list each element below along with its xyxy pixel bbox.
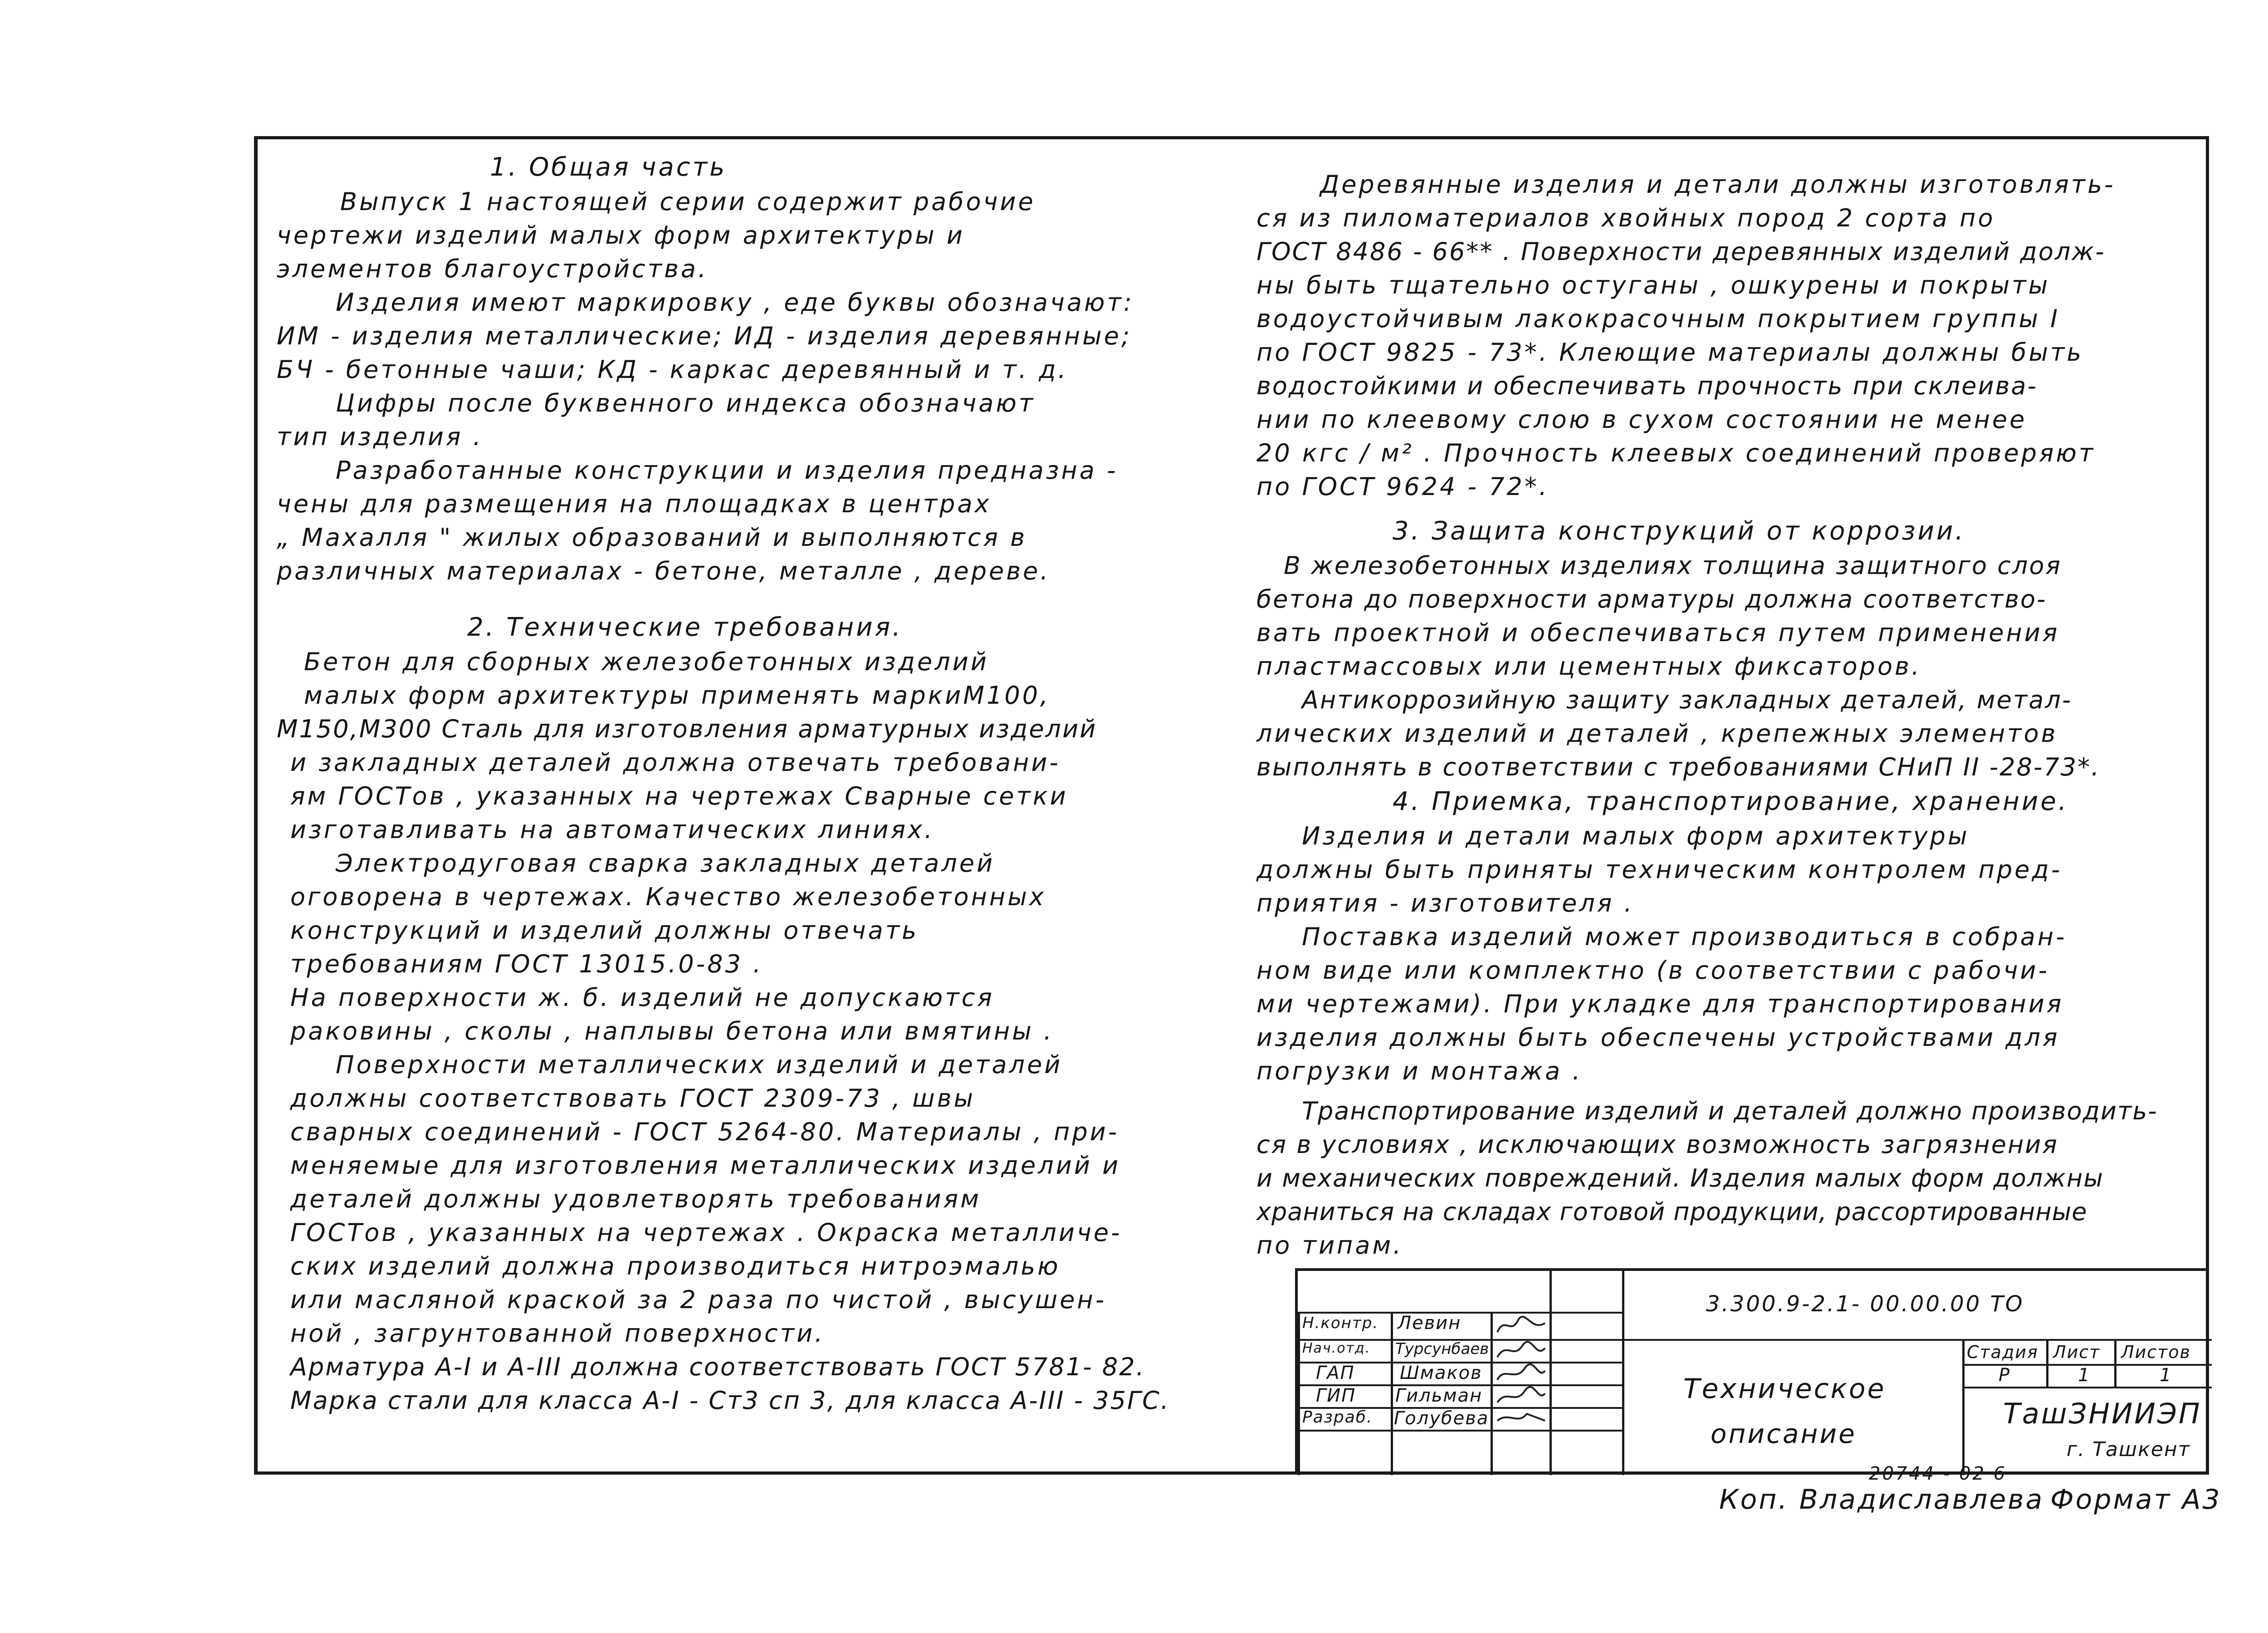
grid-line <box>2114 1339 2116 1387</box>
text-line: ся в условиях , исключающих возможность загрязнения <box>1256 1130 2058 1159</box>
text-line: ной , загрунтованной поверхности. <box>290 1319 825 1348</box>
sheet-label: Лист <box>2053 1342 2101 1362</box>
text-line: Антикоррозийную защиту закладных деталей, метал- <box>1302 686 2072 714</box>
text-line: М150,М300 Сталь для изготовления арматурных изделий <box>277 715 1097 743</box>
text-line: Бетон для сборных железобетонных изделий <box>304 647 989 676</box>
left-column <box>277 150 1247 1417</box>
text-line: по типам. <box>1256 1231 1403 1260</box>
section4-heading: 4. Приемка, транспортирование, хранение. <box>1393 787 2069 816</box>
text-line: Транспортирование изделий и деталей должно производить- <box>1302 1097 2158 1125</box>
stage-label: Стадия <box>1967 1342 2038 1362</box>
text-line: по ГОСТ 9825 - 73*. Клеющие материалы должны быть <box>1256 338 2084 367</box>
text-line: ГОСТ 8486 - 66** . Поверхности деревянных изделий долж- <box>1256 237 2106 266</box>
text-line: оговорена в чертежах. Качество железобетонных <box>290 883 1046 911</box>
text-line: Поверхности металлических изделий и деталей <box>336 1050 1063 1079</box>
organization-name: ТашЗНИИЭП <box>2003 1397 2202 1430</box>
section1-body <box>277 185 1247 588</box>
document-title-line2: описание <box>1711 1418 1857 1449</box>
text-line: ми чертежами). При укладке для транспортирования <box>1256 990 2064 1018</box>
grid-line <box>1298 1430 1622 1432</box>
person-name: Шмаков <box>1400 1363 1482 1383</box>
role-label: Разраб. <box>1302 1408 1373 1427</box>
text-line: ям ГОСТов , указанных на чертежах Сварные сетки <box>290 782 1068 810</box>
section1-heading: 1. Общая часть <box>490 152 727 182</box>
role-label: ГАП <box>1316 1363 1355 1383</box>
sheets-label: Листов <box>2121 1342 2191 1362</box>
text-line: Деревянные изделия и детали должны изготовлять- <box>1320 170 2116 199</box>
text-line: по ГОСТ 9624 - 72*. <box>1256 472 1549 501</box>
text-line: Цифры после буквенного индекса обозначают <box>336 389 1036 417</box>
text-line: раковины , сколы , наплывы бетона или вмятины . <box>290 1017 1054 1045</box>
grid-line <box>1391 1312 1393 1475</box>
grid-line <box>1622 1339 2212 1341</box>
text-line: БЧ - бетонные чаши; КД - каркас деревянный и т. д. <box>277 355 1068 384</box>
text-line: 20 кгс / м² . Прочность клеевых соединений проверяют <box>1256 439 2096 467</box>
text-line: приятия - изготовителя . <box>1256 889 1634 917</box>
sheet-value: 1 <box>2078 1365 2091 1386</box>
text-line: малых форм архитектуры применять маркиМ100, <box>304 681 1051 710</box>
text-line: ном виде или комплектно (в соответствии с рабочи- <box>1256 956 2049 985</box>
text-line: бетона до поверхности арматуры должна соответство- <box>1256 585 2047 613</box>
text-line: сварных соединений - ГОСТ 5264-80. Материалы , при- <box>290 1118 1119 1146</box>
title-block <box>1295 1268 2209 1475</box>
role-label: Н.контр. <box>1302 1314 1379 1332</box>
text-line: пластмассовых или цементных фиксаторов. <box>1256 652 1921 681</box>
text-line: и закладных деталей должна отвечать требовани- <box>290 748 1061 777</box>
text-line: должны быть приняты техническим контролем пред- <box>1256 855 2063 884</box>
text-line: Марка стали для класса A-I - Ст3 сп 3, для класса A-III - 35ГС. <box>290 1386 1170 1415</box>
text-line: элементов благоустройства. <box>277 255 709 283</box>
text-line: вать проектной и обеспечиваться путем применения <box>1256 618 2060 647</box>
text-line: чены для размещения на площадках в центрах <box>277 490 992 518</box>
text-line: ГОСТов , указанных на чертежах . Окраска металличе- <box>290 1218 1122 1247</box>
text-line: водостойкими и обеспечивать прочность при склеива- <box>1256 372 2038 400</box>
text-line: нии по клеевому слою в сухом состоянии не менее <box>1256 405 2027 434</box>
signatures-graphic <box>1495 1314 1547 1427</box>
copied-by: Коп. Владиславлева <box>1719 1484 2044 1515</box>
text-line: различных материалах - бетоне, металле , дереве. <box>277 557 1051 585</box>
sheet-format: Формат А3 <box>2050 1484 2222 1515</box>
text-line: Выпуск 1 настоящей серии содержит рабочие <box>340 187 1036 216</box>
person-name: Турсунбаев <box>1395 1340 1489 1358</box>
grid-line <box>1962 1387 2212 1388</box>
document-code: 3.300.9-2.1- 00.00.00 ТО <box>1706 1291 2024 1317</box>
text-line: и механических повреждений. Изделия малых форм должны <box>1256 1164 2104 1192</box>
section2-heading: 2. Технические требования. <box>467 613 903 642</box>
stage-value: Р <box>1999 1365 2011 1386</box>
text-line: требованиям ГОСТ 13015.0-83 . <box>290 950 763 978</box>
right-column <box>1256 168 2204 1262</box>
text-line: ны быть тщательно остуганы , ошкурены и покрыты <box>1256 271 2050 299</box>
text-line: В железобетонных изделиях толщина защитного слоя <box>1284 551 2062 580</box>
sheets-value: 1 <box>2160 1365 2172 1386</box>
text-line: чертежи изделий малых форм архитектуры и <box>277 221 965 250</box>
text-line: конструкций и изделий должны отвечать <box>290 916 919 945</box>
role-label: Нач.отд. <box>1302 1340 1371 1356</box>
text-line: Арматура A-I и A-III должна соответствовать ГОСТ 5781- 82. <box>290 1353 1145 1381</box>
grid-line <box>1491 1312 1493 1475</box>
organization-city: г. Ташкент <box>2067 1438 2191 1461</box>
text-line: изготавливать на автоматических линиях. <box>290 815 935 844</box>
text-line: выполнять в соответствии с требованиями СНиП II -28-73*. <box>1256 753 2101 781</box>
text-line: водоустойчивым лакокрасочным покрытием группы I <box>1256 304 2060 333</box>
text-line: погрузки и монтажа . <box>1256 1057 1583 1085</box>
role-label: ГИП <box>1316 1385 1356 1406</box>
section3-body <box>1256 549 2204 784</box>
section3-heading: 3. Защита конструкций от коррозии. <box>1393 516 1966 546</box>
grid-line <box>1962 1339 1965 1475</box>
text-line: На поверхности ж. б. изделий не допускаются <box>290 983 994 1012</box>
text-line: Электродуговая сварка закладных деталей <box>336 849 995 878</box>
text-line: Разработанные конструкции и изделия предназна - <box>336 456 1118 485</box>
grid-line <box>1549 1271 1552 1475</box>
person-name: Левин <box>1398 1313 1461 1334</box>
document-title-line1: Техническое <box>1683 1373 1886 1405</box>
text-line: изделия должны быть обеспечены устройствами для <box>1256 1023 2060 1052</box>
text-line: Изделия и детали малых форм архитектуры <box>1302 822 1970 850</box>
grid-line <box>1622 1271 1624 1475</box>
text-line: ся из пиломатериалов хвойных пород 2 сорта по <box>1256 204 1995 232</box>
text-line: ИМ - изделия металлические; ИД - изделия деревянные; <box>277 322 1132 350</box>
text-line: ских изделий должна производиться нитроэмалью <box>290 1252 1061 1280</box>
text-line: лических изделий и деталей , крепежных элементов <box>1256 719 2058 748</box>
text-line: деталей должны удовлетворять требованиям <box>290 1185 981 1213</box>
text-line: Поставка изделий может производиться в собран- <box>1302 922 2067 951</box>
wood-products-paragraph <box>1256 168 2204 504</box>
text-line: „ Махалля " жилых образований и выполняются в <box>277 523 1027 552</box>
grid-line <box>2046 1339 2048 1387</box>
text-line: меняемые для изготовления металлических изделий и <box>290 1151 1121 1180</box>
text-line: или масляной краской за 2 раза по чистой , высушен- <box>290 1285 1107 1314</box>
section2-body <box>277 645 1247 1417</box>
person-name: Голубева <box>1394 1408 1489 1429</box>
text-line: должны соответствовать ГОСТ 2309-73 , швы <box>290 1084 976 1113</box>
text-line: Изделия имеют маркировку , еде буквы обозначают: <box>336 288 1134 317</box>
section4-body <box>1256 819 2204 1262</box>
grid-line <box>1298 1312 1300 1475</box>
inventory-number: 20744 - 02 6 <box>1869 1463 2007 1484</box>
person-name: Гильман <box>1395 1385 1483 1406</box>
text-line: храниться на складах готовой продукции, рассортированные <box>1256 1197 2087 1226</box>
text-line: тип изделия . <box>277 422 483 451</box>
